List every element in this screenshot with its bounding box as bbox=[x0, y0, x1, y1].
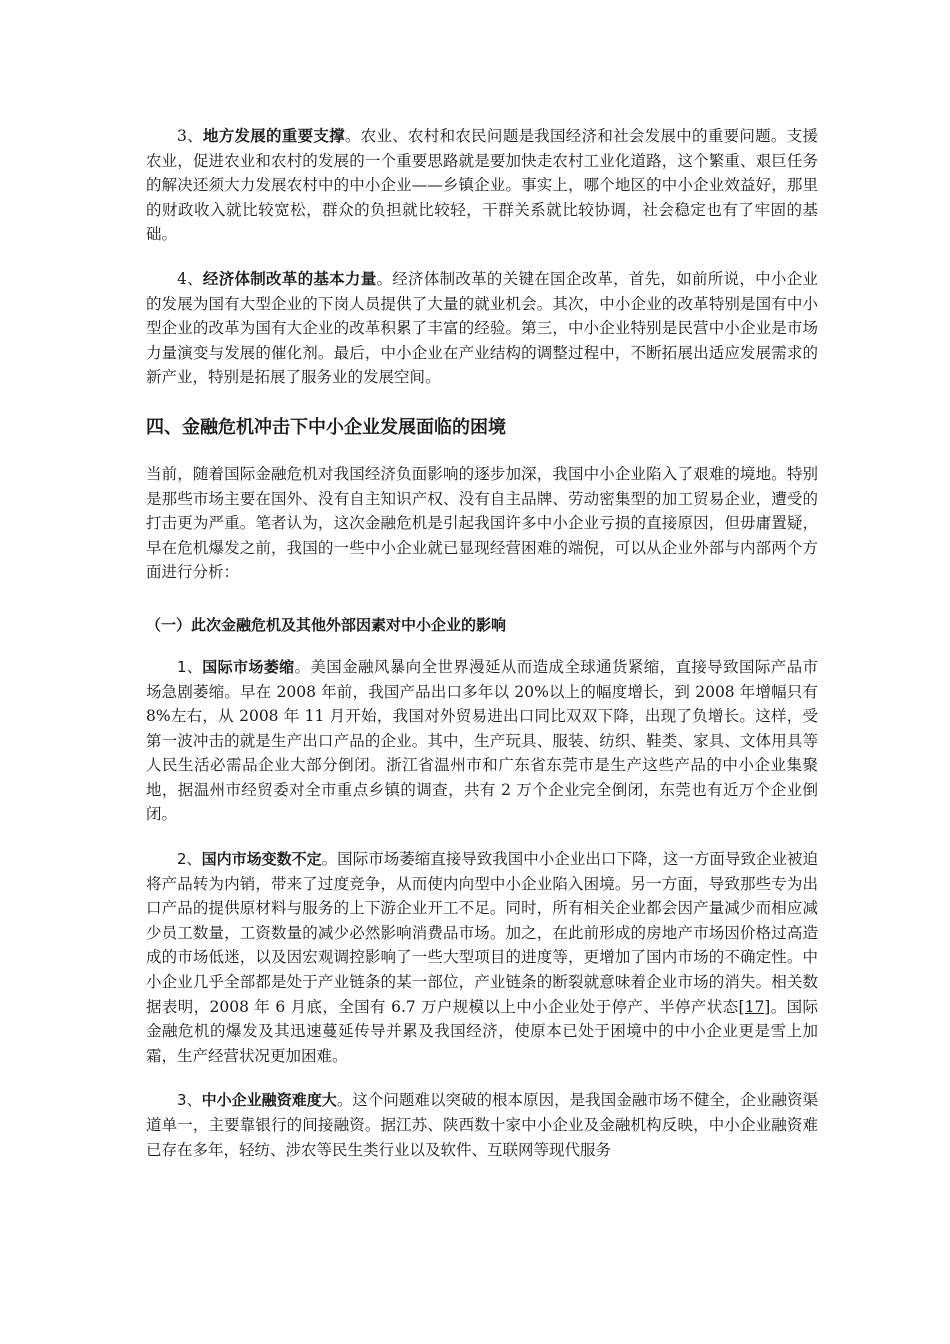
citation-link[interactable]: [17] bbox=[738, 997, 771, 1016]
item-number: 1、 bbox=[177, 657, 203, 676]
subsection-heading-1: （一）此次金融危机及其他外部因素对中小企业的影响 bbox=[146, 615, 507, 634]
paragraph-economic-reform bbox=[146, 267, 818, 390]
document-page bbox=[146, 124, 818, 1182]
paragraph-financing bbox=[146, 1088, 818, 1162]
paragraph-text: 。美国金融风暴向全世界漫延从而造成全球通货紧缩，直接导致国际产品市场急剧萎缩。早在 2008 年前，我国产品出口多年以 20%以上的幅度增长，到 2008 年增幅只有 8%左右，从 2008 年 11 月开始，我国对外贸易进出口同比双双下降，出现了负增长。这样，受第一波冲击的就是生产出口产品的企业。其中，生产玩具、服装、纺织、鞋类、家具、文体用具等人民生活必需品企业大部分倒闭。浙江省温州市和广东省东莞市是生产这些产品的中小企业集聚地，据温州市经贸委对全市重点乡镇的调查，共有 2 万个企业完全倒闭，东莞也有近万个企业倒闭。 bbox=[146, 657, 818, 824]
bold-heading: 地方发展的重要支撑 bbox=[202, 126, 345, 145]
paragraph-text-continued: 。国际金融危机的爆发及其迅速蔓延传导并累及我国经济，使原本已处于困境中的中小企业更是雪上加霜，生产经营状况更加困难。 bbox=[146, 997, 818, 1065]
paragraph-crisis-intro bbox=[146, 462, 818, 585]
item-number: 2、 bbox=[177, 850, 202, 869]
paragraph-text: 。经济体制改革的关键在国企改革，首先，如前所说，中小企业的发展为国有大型企业的下岗人员提供了大量的就业机会。其次，中小企业的改革特别是国有中小型企业的改革为国有大企业的改革积累了丰富的经验。第三，中小企业特别是民营中小企业是市场力量演变与发展的催化剂。最后，中小企业在产业结构的调整过程中，不断拓展出适应发展需求的新产业，特别是拓展了服务业的发展空间。 bbox=[146, 269, 818, 387]
paragraph-text: 。农业、农村和农民问题是我国经济和社会发展中的重要问题。支援农业，促进农业和农村的发展的一个重要思路就是要加快走农村工业化道路，这个繁重、艰巨任务的解决还须大力发展农村中的中小企业——乡镇企业。事实上，哪个地区的中小企业效益好，那里的财政收入就比较宽松，群众的负担就比较轻，干群关系就比较协调，社会稳定也有了牢固的基础。 bbox=[146, 127, 818, 244]
paragraph-text: 。这个问题难以突破的根本原因，是我国金融市场不健全，企业融资渠道单一，主要靠银行的间接融资。据江苏、陕西数十家中小企业及金融机构反映，中小企业融资难已存在多年，轻纺、涉农等民生类行业以及软件、互联网等现代服务 bbox=[146, 1091, 818, 1159]
item-number: 3、 bbox=[177, 1091, 202, 1110]
bold-heading: 中小企业融资难度大 bbox=[201, 1091, 337, 1110]
section-heading-4: 四、金融危机冲击下中小企业发展面临的困境 bbox=[146, 416, 506, 438]
paragraph-local-development bbox=[146, 124, 818, 247]
paragraph-text: 。国际市场萎缩直接导致我国中小企业出口下降，这一方面导致企业被迫将产品转为内销，带来了过度竞争，从而使内向型中小企业陷入困境。另一方面，导致那些专为出口产品的提供原材料与服务的上下游企业开工不足。同时，所有相关企业都会因产量减少而相应减少员工数量，工资数量的减少必然影响消费品市场。加之，在此前形成的房地产市场因价格过高造成的市场低迷，以及因宏观调控影响了一些大型项目的进度等，更增加了国内市场的不确定性。中小企业几乎全部都是处于产业链条的某一部位，产业链条的断裂就意味着企业市场的消失。相关数据表明，2008 年 6 月底，全国有 6.7 万户规模以上中小企业处于停产、半停产状态 bbox=[146, 850, 818, 1016]
bold-heading: 国内市场变数不定 bbox=[201, 850, 322, 869]
paragraph-text: 当前，随着国际金融危机对我国经济负面影响的逐步加深，我国中小企业陷入了艰难的境地。特别是那些市场主要在国外、没有自主知识产权、没有自主品牌、劳动密集型的加工贸易企业，遭受的打击更为严重。笔者认为，这次金融危机是引起我国许多中小企业亏损的直接原因，但毋庸置疑，早在危机爆发之前，我国的一些中小企业就已显现经营困难的端倪，可以从企业外部与内部两个方面进行分析： bbox=[146, 464, 818, 582]
item-number: 4、 bbox=[177, 269, 203, 288]
bold-heading: 国际市场萎缩 bbox=[202, 657, 295, 676]
item-number: 3、 bbox=[177, 127, 203, 145]
paragraph-international-market bbox=[146, 655, 818, 827]
paragraph-domestic-market bbox=[146, 847, 818, 1068]
bold-heading: 经济体制改革的基本力量 bbox=[202, 268, 377, 288]
